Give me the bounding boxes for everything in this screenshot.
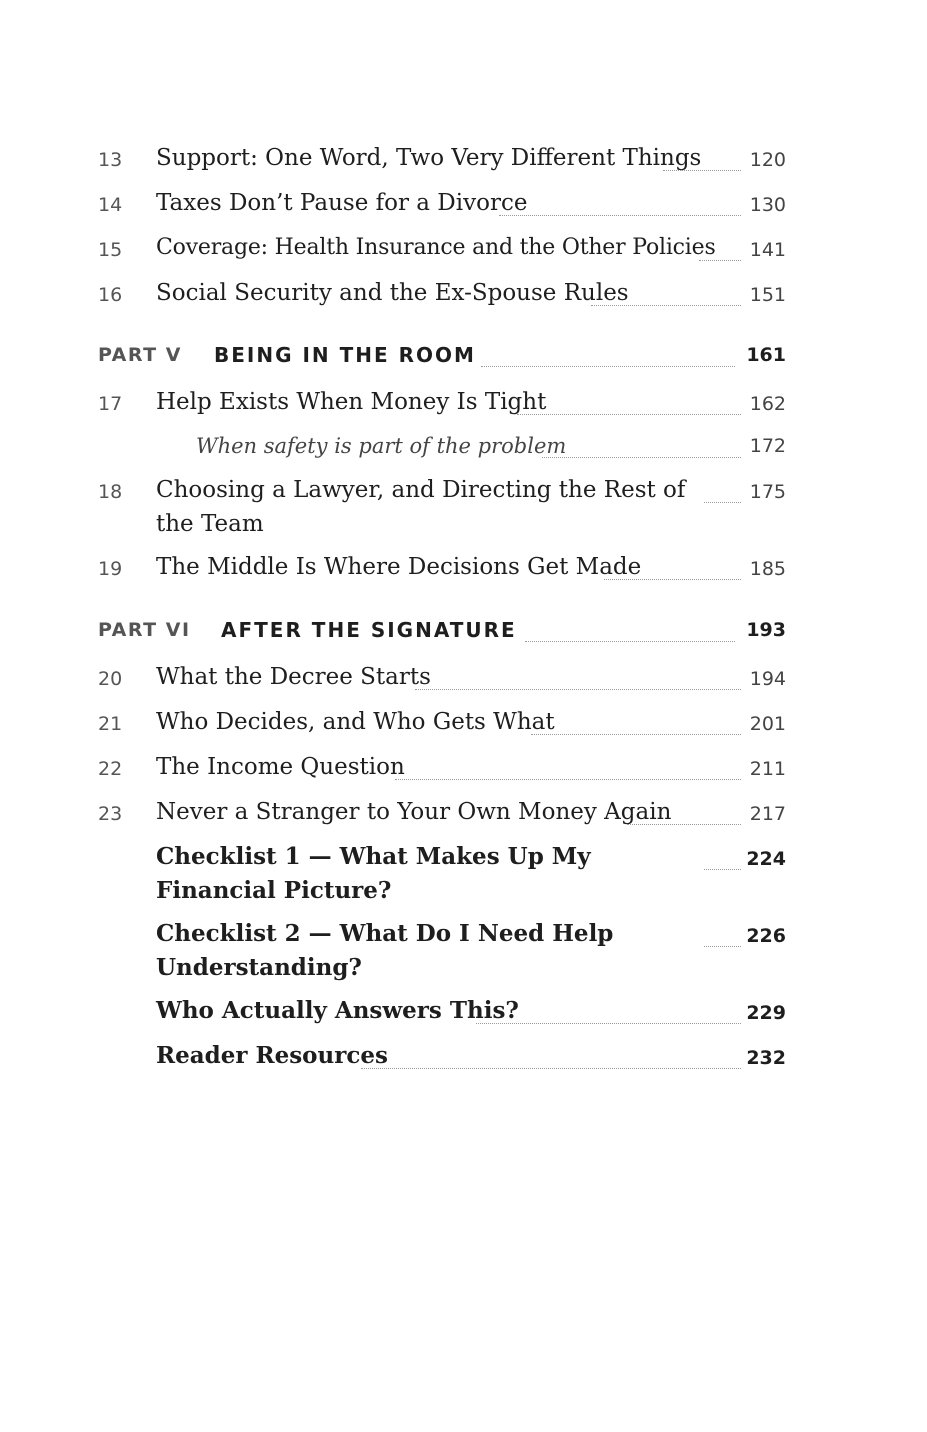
page-number: 217 (749, 803, 786, 825)
page-number: 232 (746, 1047, 786, 1069)
page-number: 162 (749, 393, 786, 415)
chapter-title: The Middle Is Where Decisions Get Made (156, 554, 642, 580)
dot-leader (476, 1023, 741, 1024)
chapter-number: 17 (98, 393, 123, 415)
page-number: 141 (749, 239, 786, 261)
chapter-number: 23 (98, 803, 123, 825)
chapter-number: 15 (98, 239, 123, 261)
page-number: 151 (749, 284, 786, 306)
chapter-title: Social Security and the Ex-Spouse Rules (156, 280, 629, 306)
dot-leader (704, 502, 741, 503)
chapter-title: Never a Stranger to Your Own Money Again (156, 799, 672, 825)
dot-leader (627, 824, 741, 825)
dot-leader (542, 457, 741, 458)
dot-leader (663, 170, 741, 171)
chapter-title: Choosing a Lawyer, and Directing the Rest of the Team (156, 477, 686, 537)
page-number: 175 (749, 481, 786, 503)
dot-leader (531, 734, 741, 735)
part-page-number: 193 (746, 619, 786, 641)
chapter-number: 16 (98, 284, 123, 306)
dot-leader (604, 579, 741, 580)
chapter-title: Who Decides, and Who Gets What (156, 709, 555, 735)
chapter-title: Taxes Don’t Pause for a Divorce (156, 190, 528, 216)
back-matter-title: Who Actually Answers This? (156, 997, 519, 1024)
dot-leader (395, 779, 741, 780)
page-number: 226 (746, 925, 786, 947)
part-label: PART VI (98, 619, 191, 641)
page-number: 229 (746, 1002, 786, 1024)
dot-leader (591, 305, 741, 306)
back-matter-title: Checklist 1 — What Makes Up My Financial Picture? (156, 843, 591, 904)
page-number: 120 (749, 149, 786, 171)
page-number: 201 (749, 713, 786, 735)
chapter-title: The Income Question (156, 754, 405, 780)
dot-leader (517, 414, 741, 415)
chapter-number: 20 (98, 668, 123, 690)
chapter-number: 13 (98, 149, 123, 171)
dot-leader (415, 689, 741, 690)
page-number: 211 (749, 758, 786, 780)
chapter-number: 21 (98, 713, 123, 735)
page-number: 185 (749, 558, 786, 580)
back-matter-title: Reader Resources (156, 1042, 388, 1069)
page-number: 172 (749, 435, 786, 457)
part-page-number: 161 (746, 344, 786, 366)
dot-leader (361, 1068, 741, 1069)
chapter-title: What the Decree Starts (156, 664, 431, 690)
page-number: 194 (749, 668, 786, 690)
chapter-title: Help Exists When Money Is Tight (156, 389, 547, 415)
page-number: 224 (746, 848, 786, 870)
page-number: 130 (749, 194, 786, 216)
chapter-number: 19 (98, 558, 123, 580)
dot-leader (481, 366, 735, 367)
chapter-number: 14 (98, 194, 123, 216)
dot-leader (704, 946, 741, 947)
chapter-title: Support: One Word, Two Very Different Things (156, 145, 702, 171)
part-title: BEING IN THE ROOM (214, 343, 476, 367)
dot-leader (499, 215, 741, 216)
chapter-title: Coverage: Health Insurance and the Other Policies (156, 235, 716, 260)
part-label: PART V (98, 344, 182, 366)
back-matter-title: Checklist 2 — What Do I Need Help Understanding? (156, 920, 614, 981)
part-title: AFTER THE SIGNATURE (221, 618, 517, 642)
subsection-title: When safety is part of the problem (196, 434, 567, 458)
chapter-number: 18 (98, 481, 123, 503)
chapter-number: 22 (98, 758, 123, 780)
dot-leader (704, 869, 741, 870)
dot-leader (699, 260, 741, 261)
dot-leader (525, 641, 735, 642)
